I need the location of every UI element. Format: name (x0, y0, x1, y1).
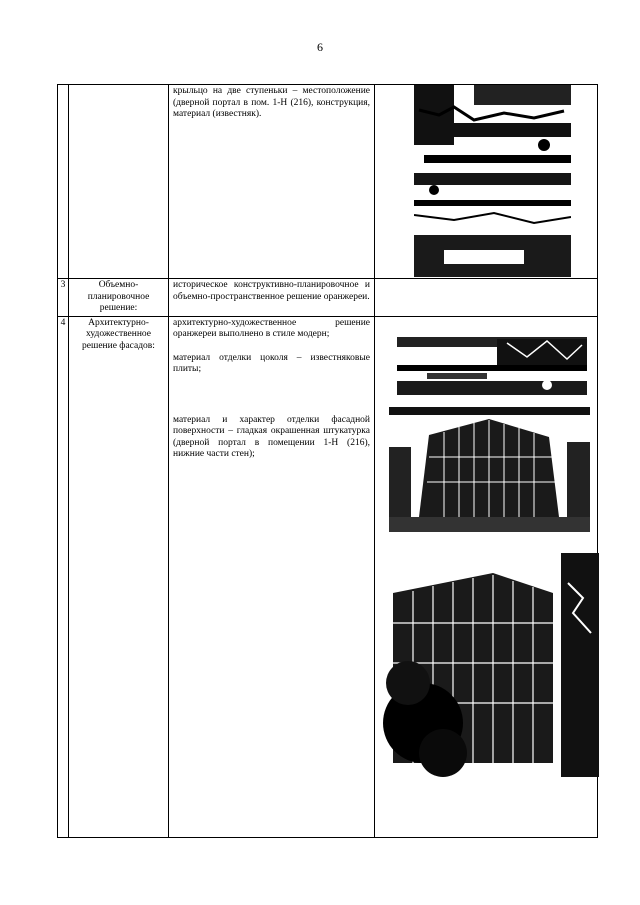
stone-steps-photo (414, 85, 571, 277)
orangery-exterior-photo (389, 407, 590, 532)
table-row (58, 85, 598, 279)
table-row (58, 279, 598, 317)
item-name: Объемно-планировочное решение: (69, 279, 169, 317)
row-number: 4 (58, 316, 69, 837)
orangery-facade-photo (383, 553, 599, 777)
page-number: 6 (317, 40, 323, 54)
description-paragraph: архитектурно-художественное решение оранжереи выполнено в стиле модерн; (173, 317, 370, 339)
item-description (169, 316, 375, 837)
item-description (169, 279, 375, 317)
description-paragraph: материал и характер отделки фасадной поверхности – гладкая окрашенная штукатурка (дверной портал в помещении 1-Н (216), нижние части стен); (173, 414, 370, 459)
row-number: 3 (58, 279, 69, 317)
item-name (69, 85, 169, 279)
item-description (169, 85, 375, 279)
description-paragraph: материал отделки цоколя – известняковые плиты; (173, 352, 370, 374)
table-row (58, 316, 598, 837)
plinth-photo (397, 329, 587, 395)
photo-cell (375, 316, 598, 837)
description-paragraph: крыльцо на две ступеньки – местоположение (дверной портал в пом. 1-Н (216), конструкция, материал (известняк). (173, 86, 370, 119)
item-name: Архитектурно-художественное решение фасадов: (69, 316, 169, 837)
description-paragraph: историческое конструктивно-планировочное и объемно-пространственное решение оранжереи. (173, 280, 370, 302)
photo-cell (375, 85, 598, 279)
document-table (57, 84, 598, 838)
row-number (58, 85, 69, 279)
photo-cell (375, 279, 598, 317)
